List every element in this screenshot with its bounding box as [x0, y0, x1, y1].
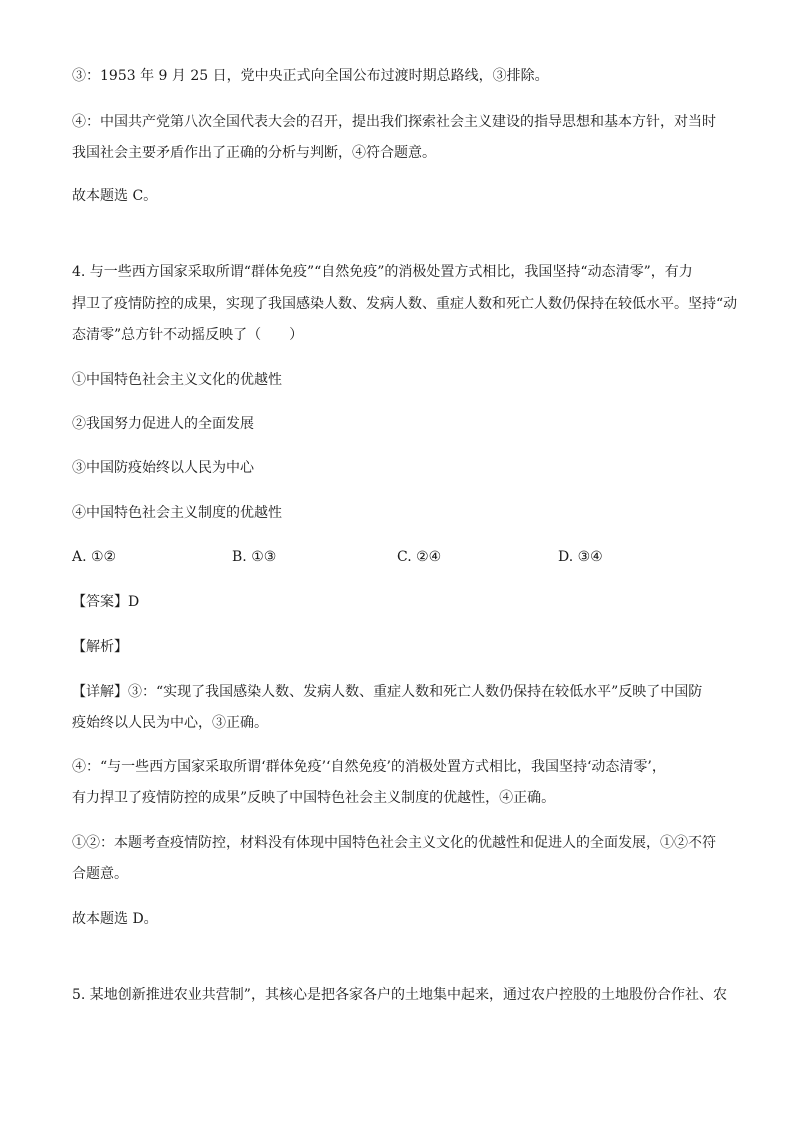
question4-conclusion: 故本题选 D。	[72, 911, 158, 927]
question4-point12-line2: 合题意。	[72, 866, 128, 882]
question4-option-c: C. ②④	[397, 549, 442, 565]
prev-analysis-point-3: ③：1953 年 9 月 25 日，党中央正式向全国公布过渡时期总路线，③排除。	[72, 68, 549, 84]
question4-detail-line1: 【详解】③：“实现了我国感染人数、发病人数、重症人数和死亡人数仍保持在较低水平”反映了中国防	[72, 684, 703, 700]
question4-stem-line1: 4. 与一些西方国家采取所谓“群体免疫”“自然免疫”的消极处置方式相比，我国坚持“动态清零”，有力	[72, 264, 693, 280]
question4-option-a: A. ①②	[72, 549, 117, 565]
question4-answer: 【答案】D	[72, 594, 140, 610]
question5-stem-line1: 5. 某地创新推进农业共营制”，其核心是把各家各户的土地集中起来，通过农户控股的土地股份合作社、农	[72, 987, 727, 1003]
question4-stem-line3: 态清零”总方针不动摇反映了（ ）	[72, 327, 304, 343]
question4-item-2: ②我国努力促进人的全面发展	[72, 416, 254, 432]
question4-item-1: ①中国特色社会主义文化的优越性	[72, 372, 282, 388]
prev-conclusion: 故本题选 C。	[72, 188, 158, 204]
question4-option-b: B. ①③	[232, 549, 277, 565]
question4-point4-line1: ④：“与一些西方国家采取所谓‘群体免疫’‘自然免疫’的消极处置方式相比，我国坚持‘动态清零’，	[72, 759, 666, 775]
question4-option-d: D. ③④	[558, 549, 603, 565]
prev-analysis-point-4-line2: 我国社会主要矛盾作出了正确的分析与判断，④符合题意。	[72, 145, 436, 161]
question4-item-4: ④中国特色社会主义制度的优越性	[72, 505, 282, 521]
question4-detail-line2: 疫始终以人民为中心，③正确。	[72, 715, 268, 731]
question4-analysis-label: 【解析】	[72, 639, 128, 655]
question4-item-3: ③中国防疫始终以人民为中心	[72, 460, 254, 476]
prev-analysis-point-4-line1: ④：中国共产党第八次全国代表大会的召开，提出我们探索社会主义建设的指导思想和基本方针，对当时	[72, 114, 716, 130]
question4-point12-line1: ①②：本题考查疫情防控，材料没有体现中国特色社会主义文化的优越性和促进人的全面发展，①②不符	[72, 835, 716, 851]
question4-point4-line2: 有力捍卫了疫情防控的成果”反映了中国特色社会主义制度的优越性，④正确。	[72, 790, 556, 806]
question4-stem-line2: 捍卫了疫情防控的成果，实现了我国感染人数、发病人数、重症人数和死亡人数仍保持在较低水平。坚持“动	[72, 296, 738, 312]
